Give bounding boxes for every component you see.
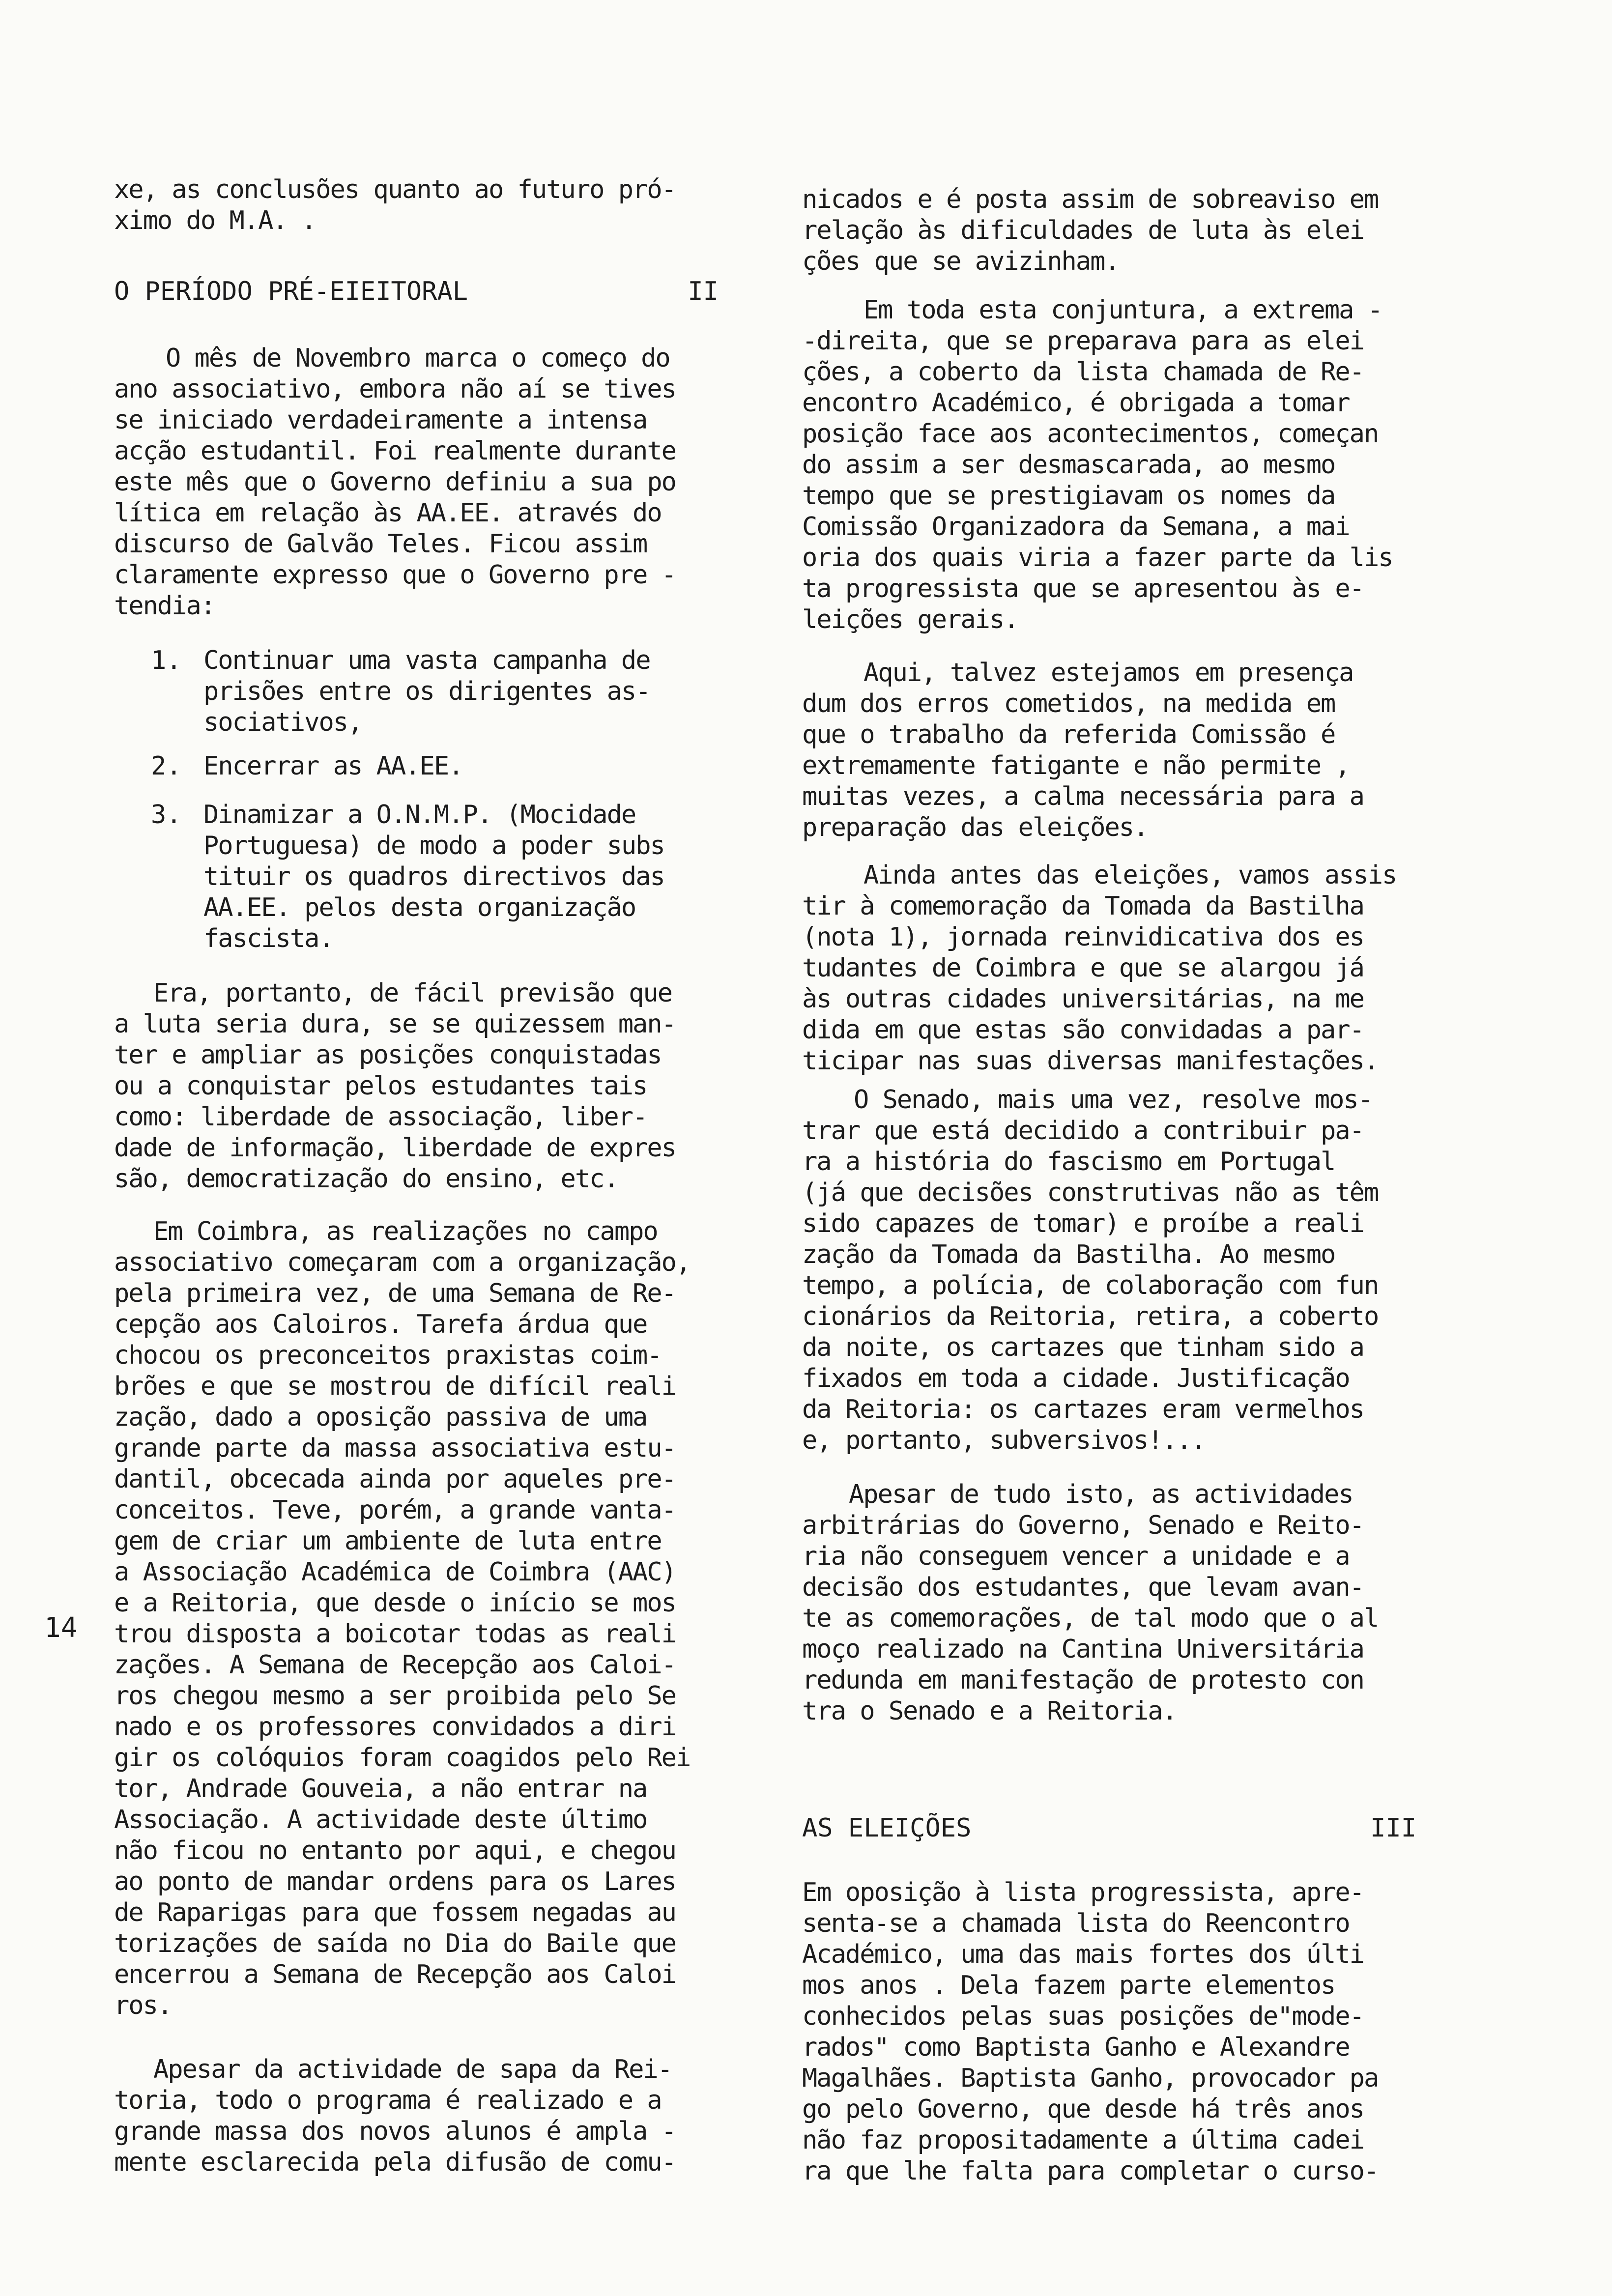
text-line: -direita, que se preparava para as elei bbox=[802, 326, 1364, 356]
text-line: mente esclarecida pela difusão de comu- bbox=[114, 2148, 676, 2177]
text-line: posição face aos acontecimentos, começan bbox=[802, 419, 1379, 449]
left-intro-paragraph bbox=[114, 174, 728, 236]
text-line: fixados em toda a cidade. Justificação bbox=[802, 1364, 1350, 1393]
text-line: oria dos quais viria a fazer parte da lis bbox=[802, 543, 1393, 573]
text-line: Continuar uma vasta campanha de bbox=[203, 646, 650, 675]
text-line: Associação. A actividade deste último bbox=[114, 1805, 647, 1835]
text-line: como: liberdade de associação, liber- bbox=[114, 1102, 647, 1132]
text-line: sido capazes de tomar) e proíbe a reali bbox=[802, 1209, 1364, 1238]
text-line: da noite, os cartazes que tinham sido a bbox=[802, 1333, 1364, 1362]
text-line: Dinamizar a O.N.M.P. (Mocidade bbox=[203, 800, 636, 830]
text-line: dum dos erros cometidos, na medida em bbox=[802, 689, 1335, 718]
text-line: preparação das eleições. bbox=[802, 813, 1148, 842]
text-line: tor, Andrade Gouveia, a não entrar na bbox=[114, 1774, 647, 1804]
text-line: Em Coimbra, as realizações no campo bbox=[153, 1217, 658, 1246]
text-line: (nota 1), jornada reinvidicativa dos es bbox=[802, 922, 1364, 952]
text-line: tituir os quadros directivos das bbox=[203, 862, 664, 891]
text-line: (já que decisões construtivas não as têm bbox=[802, 1178, 1379, 1207]
text-line: AA.EE. pelos desta organização bbox=[203, 893, 636, 922]
text-line: associativo começaram com a organização, bbox=[114, 1248, 691, 1277]
text-line: acção estudantil. Foi realmente durante bbox=[114, 436, 676, 466]
text-line: zação da Tomada da Bastilha. Ao mesmo bbox=[802, 1240, 1335, 1269]
text-line: Era, portanto, de fácil previsão que bbox=[153, 978, 672, 1008]
text-line: encerrou a Semana de Recepção aos Caloi bbox=[114, 1960, 676, 1989]
text-line: do assim a ser desmascarada, ao mesmo bbox=[802, 450, 1335, 480]
page-number: 14 bbox=[44, 1612, 78, 1644]
text-line: ticipar nas suas diversas manifestações. bbox=[802, 1046, 1379, 1076]
paragraph-coimbra bbox=[114, 1216, 728, 2021]
text-line: O Senado, mais uma vez, resolve mos- bbox=[854, 1085, 1373, 1115]
text-line: trou disposta a boicotar todas as reali bbox=[114, 1619, 676, 1649]
text-line: ções que se avizinham. bbox=[802, 247, 1119, 276]
text-line: zações. A Semana de Recepção aos Caloi- bbox=[114, 1650, 676, 1680]
text-line: relação às dificuldades de luta às elei bbox=[802, 216, 1364, 245]
text-line: tra o Senado e a Reitoria. bbox=[802, 1696, 1177, 1726]
text-line: pela primeira vez, de uma Semana de Re- bbox=[114, 1279, 676, 1308]
text-line: moço realizado na Cantina Universitária bbox=[802, 1635, 1364, 1664]
text-line: tir à comemoração da Tomada da Bastilha bbox=[802, 891, 1364, 921]
text-line: Académico, uma das mais fortes dos últi bbox=[802, 1940, 1364, 1969]
text-line: Portuguesa) de modo a poder subs bbox=[203, 831, 664, 861]
text-line: Aqui, talvez estejamos em presença bbox=[864, 658, 1353, 688]
text-line: fascista. bbox=[203, 924, 333, 953]
section-numeral: III bbox=[1370, 1813, 1416, 1843]
text-line: nado e os professores convidados a diri bbox=[114, 1712, 676, 1742]
text-line: chocou os preconceitos praxistas coim- bbox=[114, 1341, 662, 1370]
text-line: rados" como Baptista Ganho e Alexandre bbox=[802, 2033, 1350, 2062]
section-heading-pre-eleitoral bbox=[114, 274, 719, 309]
section-numeral: II bbox=[688, 277, 719, 306]
text-line: brões e que se mostrou de difícil reali bbox=[114, 1372, 676, 1401]
list-number: 1. bbox=[151, 646, 182, 675]
text-line: ao ponto de mandar ordens para os Lares bbox=[114, 1867, 676, 1896]
text-line: Em toda esta conjuntura, a extrema - bbox=[864, 295, 1382, 325]
text-line: tempo, a polícia, de colaboração com fun bbox=[802, 1271, 1379, 1300]
text-line: este mês que o Governo definiu a sua po bbox=[114, 467, 676, 497]
text-line: grande massa dos novos alunos é ampla - bbox=[114, 2117, 676, 2146]
text-line: te as comemorações, de tal modo que o al bbox=[802, 1604, 1379, 1633]
text-line: extremamente fatigante e não permite , bbox=[802, 751, 1350, 780]
section-title: O PERÍODO PRÉ-EIEITORAL bbox=[114, 277, 468, 306]
text-line: da Reitoria: os cartazes eram vermelhos bbox=[802, 1395, 1364, 1424]
text-line: go pelo Governo, que desde há três anos bbox=[802, 2095, 1364, 2124]
paragraph-sapa bbox=[114, 2054, 728, 2178]
text-line: dantil, obcecada ainda por aqueles pre- bbox=[114, 1464, 676, 1494]
paragraph-extrema-direita bbox=[802, 295, 1451, 635]
text-line: xe, as conclusões quanto ao futuro pró- bbox=[114, 175, 676, 204]
text-line: ções, a coberto da lista chamada de Re- bbox=[802, 357, 1364, 387]
text-line: e a Reitoria, que desde o início se mos bbox=[114, 1588, 676, 1618]
text-line: ros chegou mesmo a ser proibida pelo Se bbox=[114, 1681, 676, 1711]
text-line: Comissão Organizadora da Semana, a mai bbox=[802, 512, 1350, 542]
text-line: redunda em manifestação de protesto con bbox=[802, 1665, 1364, 1695]
text-line: ta progressista que se apresentou às e- bbox=[802, 574, 1364, 603]
text-line: não ficou no entanto por aqui, e chegou bbox=[114, 1836, 676, 1866]
list-number: 2. bbox=[151, 751, 182, 781]
text-line: de Raparigas para que fossem negadas au bbox=[114, 1898, 676, 1927]
text-line: conceitos. Teve, porém, a grande vanta- bbox=[114, 1495, 676, 1525]
paragraph-comunicados-cont bbox=[802, 184, 1451, 277]
text-line: Apesar de tudo isto, as actividades bbox=[849, 1480, 1353, 1509]
text-line: ter e ampliar as posições conquistadas bbox=[114, 1040, 662, 1070]
text-line: claramente expresso que o Governo pre - bbox=[114, 560, 676, 590]
text-line: Em oposição à lista progressista, apre- bbox=[802, 1878, 1364, 1907]
text-line: discurso de Galvão Teles. Ficou assim bbox=[114, 529, 647, 559]
paragraph-bastilha bbox=[802, 860, 1451, 1077]
text-line: Apesar da actividade de sapa da Rei- bbox=[153, 2055, 672, 2084]
text-line: cepção aos Caloiros. Tarefa árdua que bbox=[114, 1310, 647, 1339]
text-line: ou a conquistar pelos estudantes tais bbox=[114, 1071, 647, 1101]
text-line: ros. bbox=[114, 1991, 172, 2020]
paragraph-unidade bbox=[802, 1479, 1451, 1727]
text-line: ano associativo, embora não aí se tives bbox=[114, 374, 676, 404]
text-line: tempo que se prestigiavam os nomes da bbox=[802, 481, 1335, 511]
paragraph-erros bbox=[802, 658, 1451, 843]
text-line: e, portanto, subversivos!... bbox=[802, 1426, 1206, 1455]
text-line: mos anos . Dela fazem parte elementos bbox=[802, 1971, 1335, 2000]
text-line: são, democratização do ensino, etc. bbox=[114, 1164, 618, 1194]
text-line: conhecidos pelas suas posições de"mode- bbox=[802, 2002, 1364, 2031]
text-line: gem de criar um ambiente de luta entre bbox=[114, 1526, 662, 1556]
paragraph-senado bbox=[802, 1085, 1451, 1456]
text-line: dida em que estas são convidadas a par- bbox=[802, 1015, 1364, 1045]
paragraph-novembro bbox=[114, 343, 728, 622]
text-line: a Associação Académica de Coimbra (AAC) bbox=[114, 1557, 676, 1587]
text-line: decisão dos estudantes, que levam avan- bbox=[802, 1573, 1364, 1602]
text-line: não faz propositadamente a última cadei bbox=[802, 2125, 1364, 2155]
text-line: ra que lhe falta para completar o curso- bbox=[802, 2156, 1379, 2186]
text-line: trar que está decidido a contribuir pa- bbox=[802, 1116, 1364, 1146]
section-title: AS ELEIÇÕES bbox=[802, 1813, 972, 1843]
text-line: arbitrárias do Governo, Senado e Reito- bbox=[802, 1511, 1364, 1540]
text-line: Magalhães. Baptista Ganho, provocador pa bbox=[802, 2064, 1379, 2093]
text-line: a luta seria dura, se se quizessem man- bbox=[114, 1009, 676, 1039]
text-line: Encerrar as AA.EE. bbox=[203, 751, 463, 781]
text-line: O mês de Novembro marca o começo do bbox=[166, 344, 670, 373]
text-line: senta-se a chamada lista do Reencontro bbox=[802, 1909, 1350, 1938]
text-line: ximo do M.A. . bbox=[114, 206, 316, 235]
text-line: sociativos, bbox=[203, 708, 362, 737]
text-line: toria, todo o programa é realizado e a bbox=[114, 2086, 662, 2115]
text-line: prisões entre os dirigentes as- bbox=[203, 677, 650, 706]
text-line: que o trabalho da referida Comissão é bbox=[802, 720, 1335, 749]
text-line: cionários da Reitoria, retira, a coberto bbox=[802, 1302, 1379, 1331]
text-line: muitas vezes, a calma necessária para a bbox=[802, 782, 1364, 811]
text-line: leições gerais. bbox=[802, 605, 1018, 634]
text-line: gir os colóquios foram coagidos pelo Rei bbox=[114, 1743, 691, 1773]
text-line: grande parte da massa associativa estu- bbox=[114, 1434, 676, 1463]
paragraph-previsao bbox=[114, 978, 728, 1195]
text-line: nicados e é posta assim de sobreaviso em bbox=[802, 185, 1379, 214]
text-line: às outras cidades universitárias, na me bbox=[802, 984, 1364, 1014]
text-line: zação, dado a oposição passiva de uma bbox=[114, 1403, 647, 1432]
text-line: torizações de saída no Dia do Baile que bbox=[114, 1929, 676, 1958]
text-line: ra a história do fascismo em Portugal bbox=[802, 1147, 1335, 1177]
text-line: encontro Académico, é obrigada a tomar bbox=[802, 388, 1350, 418]
text-line: dade de informação, liberdade de expres bbox=[114, 1133, 676, 1163]
text-line: tendia: bbox=[114, 591, 215, 621]
list-number: 3. bbox=[151, 800, 182, 830]
paragraph-oposicao bbox=[802, 1877, 1451, 2187]
text-line: lítica em relação às AA.EE. através do bbox=[114, 498, 662, 528]
text-line: ria não conseguem vencer a unidade e a bbox=[802, 1542, 1350, 1571]
text-line: se iniciado verdadeiramente a intensa bbox=[114, 405, 647, 435]
text-line: tudantes de Coimbra e que se alargou já bbox=[802, 953, 1364, 983]
text-line: Ainda antes das eleições, vamos assis bbox=[864, 861, 1397, 890]
section-heading-eleicoes bbox=[802, 1811, 1416, 1845]
